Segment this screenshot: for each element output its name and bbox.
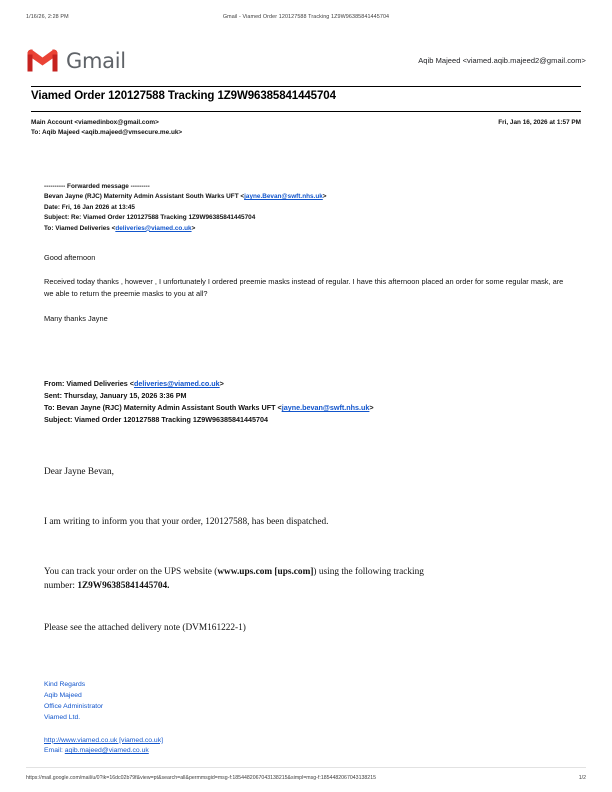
forwarded-from-tail: > [322,193,327,201]
signature-role: Office Administrator [44,702,104,710]
website-url[interactable]: http://www.viamed.co.uk [viamed.co.uk] [44,736,163,744]
email-subject: Viamed Order 120127588 Tracking 1Z9W96385841445704 [31,90,336,102]
signature-email-row [44,746,568,757]
forwarded-to-line [44,224,578,234]
gmail-wordmark: Gmail [66,49,126,73]
quoted-attachment-line: Please see the attached delivery note (DVM161222-1) [44,622,246,633]
signature-email-label: Email: [44,747,65,755]
signature-name: Aqib Majeed [44,691,82,699]
quoted-from-tail: > [219,379,224,388]
quoted-from-text: From: Viamed Deliveries < [44,379,134,388]
quoted-tracking-paragraph [44,566,568,580]
quoted-from-line [44,378,574,390]
quoted-subject-line: Subject: Viamed Order 120127588 Tracking 1Z9W96385841445704 [44,415,269,425]
print-title: Gmail - Viamed Order 120127588 Tracking 1Z9W96385841445704 [222,14,390,20]
signature-kind-regards: Kind Regards [44,681,86,688]
tracking-text-a: You can track your order on the UPS website ( [44,566,218,577]
reply-message-body [44,252,570,337]
quoted-dispatch-line: I am writing to inform you that your order, 120127588, has been dispatched. [44,516,329,527]
forwarded-subject-line: Subject: Re: Viamed Order 120127588 Tracking 1Z9W96385841445704 [44,214,256,222]
quoted-sent-line: Sent: Thursday, January 15, 2026 3:36 PM [44,391,187,401]
divider-under-subject [31,111,581,112]
forwarded-to-tail: > [191,224,196,232]
signature-website-link[interactable] [44,736,568,747]
print-date: 1/16/26, 2:28 PM [26,14,69,20]
meta-to: To: Aqib Majeed <aqib.majeed@vmsecure.me.uk> [31,128,183,136]
print-footer [26,775,586,781]
signature-company: Viamed Ltd. [44,713,81,721]
quoted-from-email-link[interactable]: deliveries@viamed.co.uk [133,379,220,388]
signature-email-link[interactable]: aqib.majeed@viamed.co.uk [64,747,149,755]
gmail-header-bar [26,38,586,82]
quoted-to-email-link[interactable]: jayne.bevan@swft.nhs.uk [281,403,370,413]
quoted-salutation: Dear Jayne Bevan, [44,467,114,477]
forwarded-to-text: To: Viamed Deliveries < [44,224,116,232]
quoted-message-body [44,466,568,636]
forwarded-from-email-link[interactable]: jayne.Bevan@swft.nhs.uk [244,193,323,201]
print-header [26,14,586,20]
forwarded-from-text: Bevan Jayne (RJC) Maternity Admin Assistant South Warks UFT < [44,193,245,201]
email-signature [44,680,568,757]
account-email: Aqib Majeed <viamed.aqib.majeed2@gmail.com> [418,55,586,65]
quoted-message-header [44,378,574,426]
divider-top [31,86,581,87]
meta-date: Fri, Jan 16, 2026 at 1:57 PM [498,119,581,126]
tracking-number-value: 1Z9W96385841445704. [77,580,170,591]
quoted-to-line [44,402,574,414]
gmail-logo [26,48,126,73]
ups-website-text: www.ups.com [ups.com] [217,566,314,577]
reply-signoff: Many thanks Jayne [44,313,108,323]
email-meta [31,118,581,138]
footer-url: https://mail.google.com/mail/u/0?ik=16dc02b79f&view=pt&search=all&permmsgid=msg-f:1854482067043138215&simpl=msg-f:1854482067043138215 [26,775,377,781]
forwarded-to-email-link[interactable]: deliveries@viamed.co.uk [115,224,192,232]
footer-page-number: 1/2 [578,775,586,781]
quoted-to-tail: > [369,403,374,413]
meta-from: Main Account <viamedinbox@gmail.com> [31,119,159,126]
forwarded-date-line: Date: Fri, 16 Jan 2026 at 13:45 [44,203,135,211]
quoted-to-text: To: Bevan Jayne (RJC) Maternity Admin Assistant South Warks UFT < [44,403,282,413]
quoted-tracking-number-line [44,580,568,594]
tracking-text-b: ) using the following tracking [313,566,424,577]
forwarded-from-line [44,192,578,202]
forwarded-header-block [44,182,578,234]
tracking-number-label: number: [44,580,78,591]
footer-divider [26,767,586,768]
reply-greeting: Good afternoon [44,253,96,262]
forwarded-separator: ---------- Forwarded message --------- [44,183,150,190]
gmail-m-icon [26,48,59,73]
reply-paragraph: Received today thanks , however , I unfortunately I ordered preemie masks instead of regular. I have this afternoon placed an order for some regular mask, are we able to return the preemie masks to you at all? [44,277,564,299]
